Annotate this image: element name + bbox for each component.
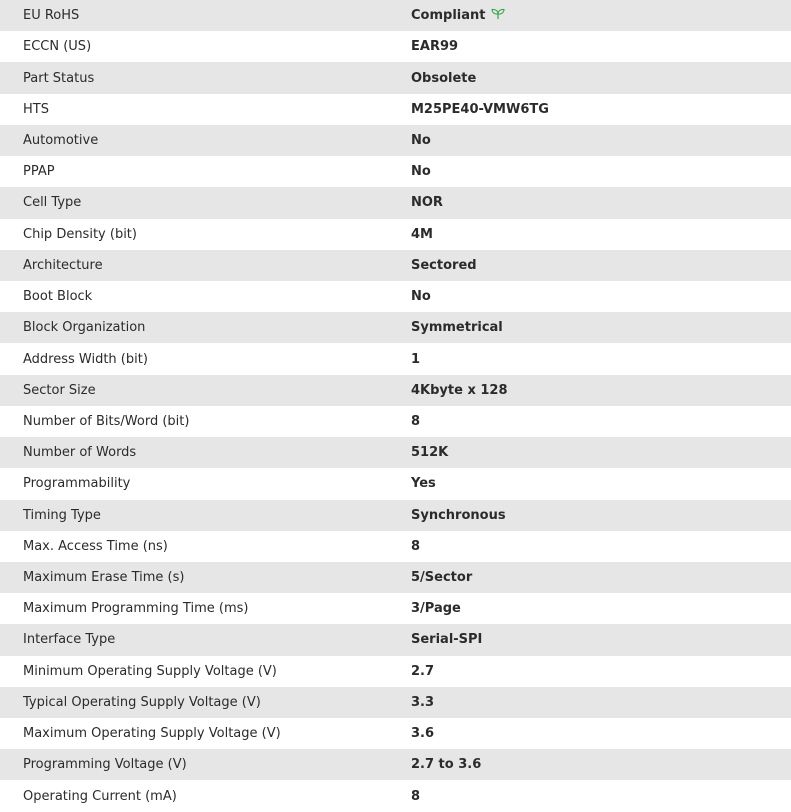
spec-value: Sectored [411, 257, 477, 273]
spec-label: Address Width (bit) [23, 351, 148, 367]
spec-row-timing-type [0, 500, 791, 531]
spec-label: Cell Type [23, 195, 82, 211]
spec-value-cell [411, 0, 791, 31]
spec-label: Automotive [23, 132, 99, 148]
spec-value: 1 [411, 351, 421, 367]
spec-row-sector-size [0, 375, 791, 406]
spec-row-architecture [0, 250, 791, 281]
spec-label: Typical Operating Supply Voltage (V) [23, 694, 261, 710]
spec-value: 8 [411, 788, 421, 804]
spec-row-block-organization [0, 312, 791, 343]
spec-label: Architecture [23, 257, 103, 273]
spec-value: Synchronous [411, 507, 506, 523]
spec-label: ECCN (US) [23, 39, 92, 55]
spec-label: Block Organization [23, 320, 146, 336]
spec-row-programmability [0, 468, 791, 499]
spec-label: HTS [23, 101, 49, 117]
spec-row-part-status [0, 62, 791, 93]
spec-value: EAR99 [411, 39, 459, 55]
spec-value: 5/Sector [411, 570, 473, 586]
spec-label: Sector Size [23, 382, 96, 398]
spec-value: 3.3 [411, 694, 435, 710]
spec-row-max-access-time [0, 531, 791, 562]
spec-value: Symmetrical [411, 320, 503, 336]
spec-value: 3.6 [411, 726, 435, 742]
spec-row-max-supply-voltage [0, 718, 791, 749]
spec-label: Number of Bits/Word (bit) [23, 413, 190, 429]
spec-value: Compliant [411, 8, 486, 24]
spec-label: EU RoHS [23, 8, 80, 24]
spec-value: 2.7 to 3.6 [411, 757, 482, 773]
spec-label: Max. Access Time (ns) [23, 538, 168, 554]
spec-row-interface-type [0, 624, 791, 655]
spec-value: 2.7 [411, 663, 435, 679]
spec-value: No [411, 164, 431, 180]
spec-value: NOR [411, 195, 443, 211]
spec-row-boot-block [0, 281, 791, 312]
spec-row-max-erase-time [0, 562, 791, 593]
spec-value: No [411, 132, 431, 148]
spec-label: Interface Type [23, 632, 116, 648]
spec-row-bits-per-word [0, 406, 791, 437]
spec-value: Obsolete [411, 70, 477, 86]
spec-label: Programmability [23, 476, 131, 492]
spec-row-chip-density [0, 219, 791, 250]
leaf-icon [491, 8, 505, 20]
spec-label: Maximum Erase Time (s) [23, 570, 185, 586]
spec-row-programming-voltage [0, 749, 791, 780]
spec-row-automotive [0, 125, 791, 156]
spec-label: Part Status [23, 70, 95, 86]
spec-value: 4Kbyte x 128 [411, 382, 508, 398]
spec-label: Boot Block [23, 289, 93, 305]
spec-value: 4M [411, 226, 433, 242]
spec-row-ppap [0, 156, 791, 187]
spec-value: Yes [411, 476, 436, 492]
spec-row-address-width [0, 343, 791, 374]
spec-row-typ-supply-voltage [0, 687, 791, 718]
spec-row-min-supply-voltage [0, 656, 791, 687]
spec-row-hts [0, 94, 791, 125]
spec-row-operating-current [0, 780, 791, 811]
spec-value: 8 [411, 413, 421, 429]
spec-label: PPAP [23, 164, 55, 180]
spec-label: Timing Type [23, 507, 101, 523]
spec-label: Number of Words [23, 445, 137, 461]
spec-row-eccn [0, 31, 791, 62]
spec-label: Chip Density (bit) [23, 226, 137, 242]
spec-row-max-programming-time [0, 593, 791, 624]
spec-label: Maximum Operating Supply Voltage (V) [23, 726, 281, 742]
spec-value: M25PE40-VMW6TG [411, 101, 549, 117]
spec-value: 512K [411, 445, 449, 461]
spec-value: 8 [411, 538, 421, 554]
spec-row-cell-type [0, 187, 791, 218]
spec-label: Minimum Operating Supply Voltage (V) [23, 663, 277, 679]
spec-value: Serial-SPI [411, 632, 483, 648]
spec-label: Operating Current (mA) [23, 788, 177, 804]
spec-row-eu-rohs [0, 0, 791, 31]
spec-label: Programming Voltage (V) [23, 757, 187, 773]
spec-row-number-of-words [0, 437, 791, 468]
spec-value: No [411, 289, 431, 305]
spec-value: 3/Page [411, 601, 461, 617]
spec-label: Maximum Programming Time (ms) [23, 601, 249, 617]
